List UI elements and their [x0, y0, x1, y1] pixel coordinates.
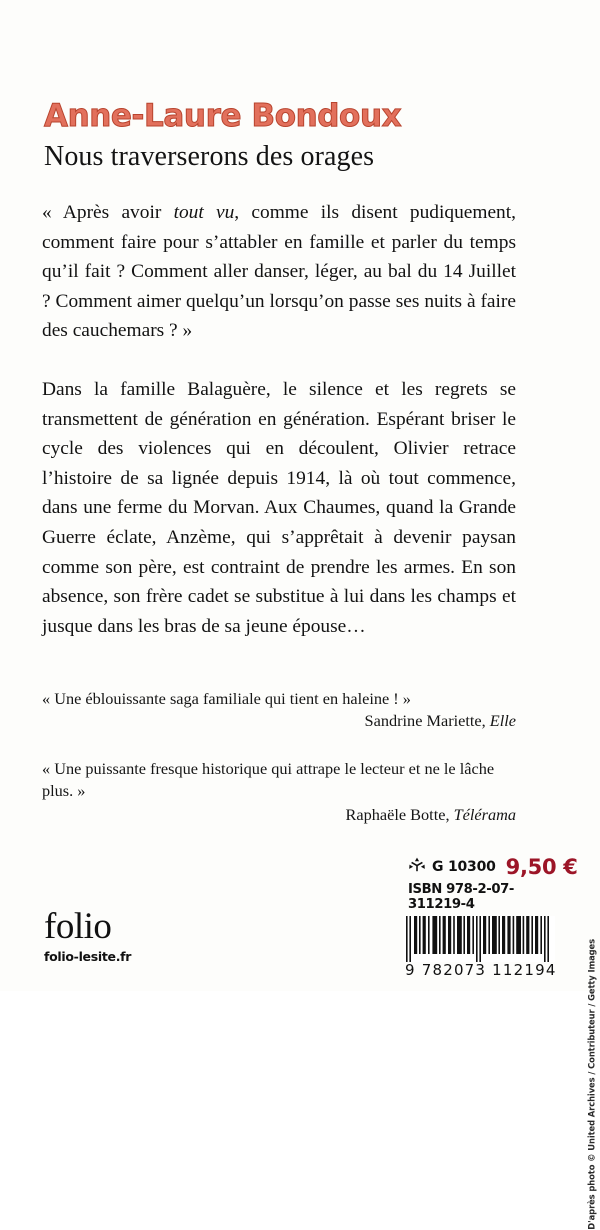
press-quote-text: « Une éblouissante saga familiale qui tient en haleine ! » — [42, 689, 411, 708]
cover-header — [44, 100, 514, 173]
price-row — [408, 855, 578, 879]
author-name: Anne-Laure Bondoux — [44, 98, 402, 134]
barcode-digits: 9 782073 112194 — [405, 961, 557, 979]
excerpt-italic-phrase: tout vu — [173, 202, 235, 223]
press-quote-publication: Télérama — [453, 805, 516, 824]
synopsis-paragraph: Dans la famille Balaguère, le silence et les regrets se transmettent de génération en génération. Espérant briser le cycle des violences qui en découlent, Olivier retrace l’histoire de sa lignée depuis 1914, là où tout commence, dans une ferme du Morvan. Aux Chaumes, quand la Grande Guerre éclate, Anzème, qui s’apprêtait à devenir paysan comme son père, est contraint de prendre les armes. En son absence, son frère cadet se substitue à lui dans les champs et jusque dans les bras de sa jeune épouse… — [42, 378, 516, 637]
press-quote-text: « Une puissante fresque historique qui attrape le lecteur et ne le lâche plus. » — [42, 759, 495, 800]
price-code: G 10300 — [432, 859, 496, 875]
blurb-section — [42, 198, 516, 641]
press-quote-author: Sandrine Mariette, — [364, 711, 490, 730]
page-title: Nous traverserons des orages — [44, 140, 375, 172]
folio-wordmark: folio — [44, 906, 112, 947]
press-review-item — [42, 688, 516, 732]
press-quote-source — [42, 804, 516, 826]
publisher-logo — [44, 908, 131, 964]
press-review-item — [42, 758, 516, 826]
excerpt-paragraph — [42, 198, 516, 346]
price-block — [408, 855, 578, 912]
price-value: 9,50 € — [505, 855, 578, 879]
publisher-website: folio-lesite.fr — [44, 949, 132, 964]
barcode-block — [403, 916, 558, 979]
press-quote-publication: Elle — [489, 711, 516, 730]
excerpt-text-after-italic: , comme ils disent pudiquement, comment faire pour s’attabler en famille et parler du temps qu’il fait ? Comment aller danser, léger, au bal du 14 Juillet ? Comment aimer quelqu’un lorsqu’on passe ses nuits à faire des cauchemars ? » — [42, 202, 516, 342]
isbn-number: ISBN 978-2-07-311219-4 — [408, 882, 514, 912]
excerpt-text-before-italic: « Après avoir — [42, 202, 174, 223]
photo-credit: D'après photo © United Archives / Contributeur / Getty Images — [587, 939, 597, 1230]
press-reviews — [42, 688, 516, 826]
triman-recycling-icon — [408, 857, 426, 878]
press-quote-source — [42, 710, 516, 732]
ean13-barcode-icon — [403, 916, 555, 962]
press-quote-author: Raphaële Botte, — [345, 805, 454, 824]
